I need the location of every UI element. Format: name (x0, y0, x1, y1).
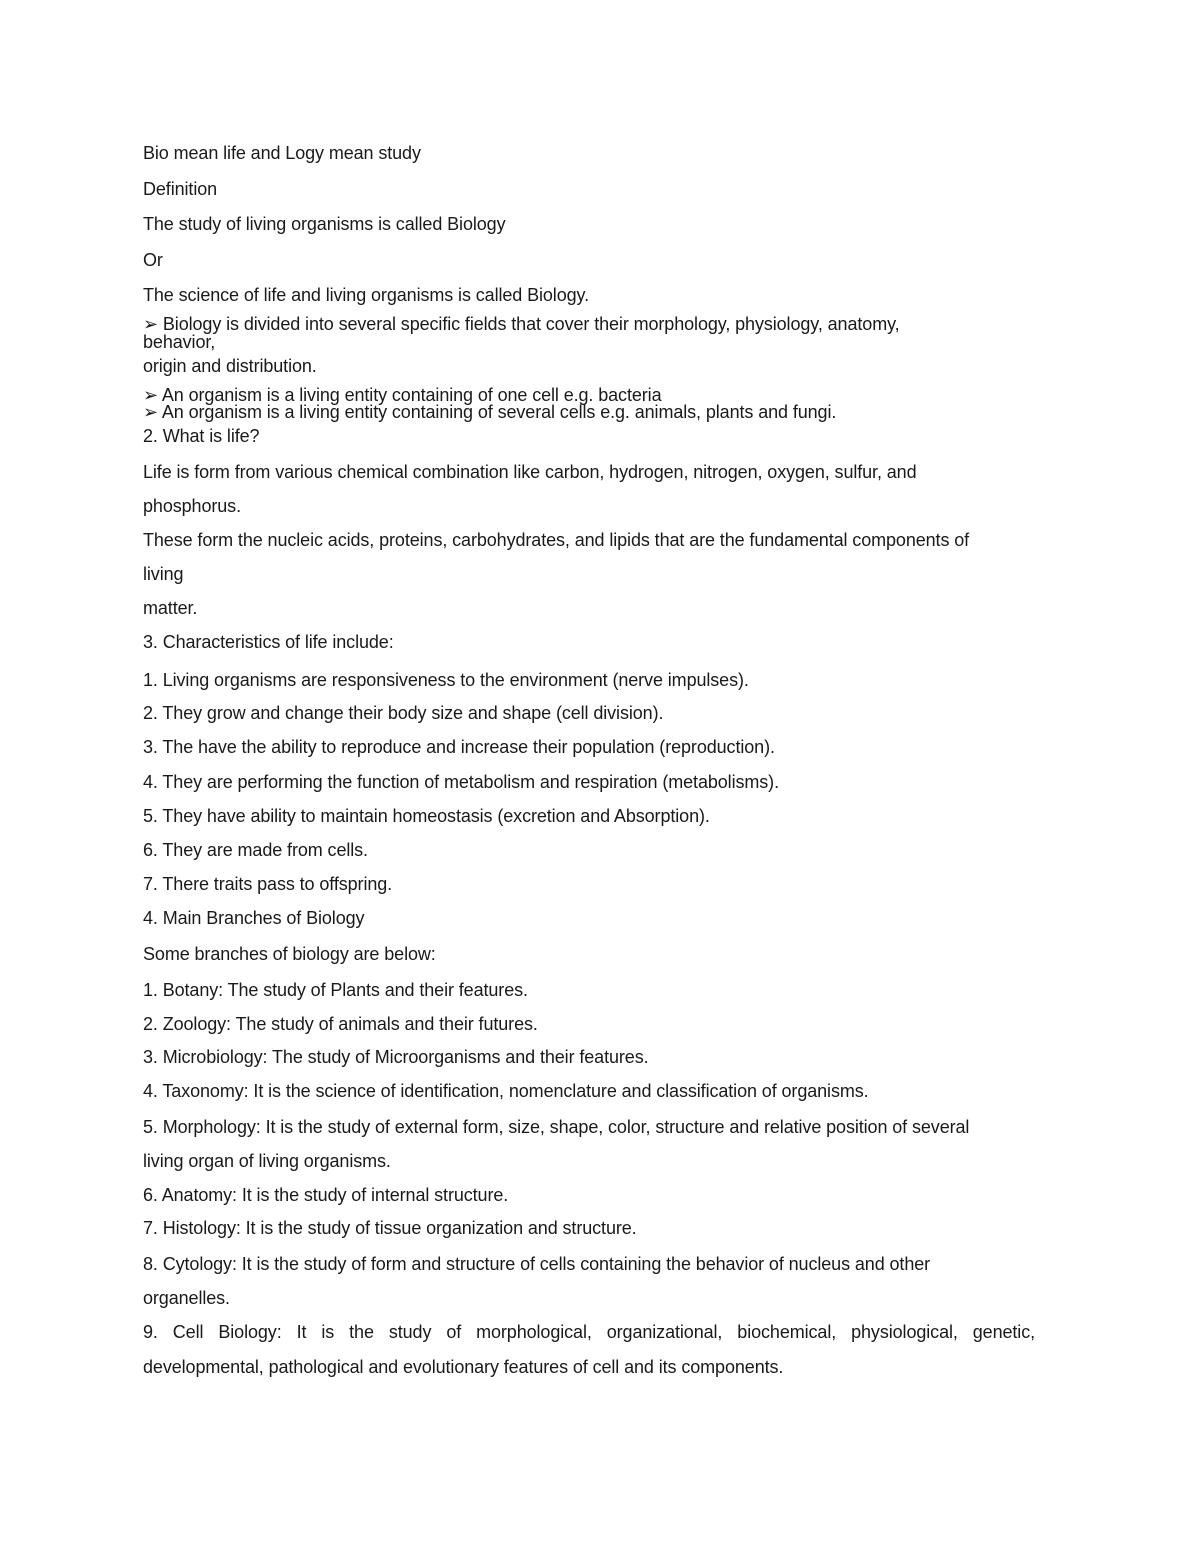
bullet-multicellular: ➢ An organism is a living entity containing of several cells e.g. animals, plants and fungi. (143, 402, 837, 422)
branch-item-cont: living organ of living organisms. (143, 1151, 391, 1171)
components-text-cont-2: matter. (143, 598, 198, 618)
branch-item-cont: developmental, pathological and evolutionary features of cell and its components. (143, 1357, 784, 1377)
characteristic-item: 7. There traits pass to offspring. (143, 874, 393, 894)
or-line: Or (143, 250, 163, 270)
life-text: Life is form from various chemical combination like carbon, hydrogen, nitrogen, oxygen, sulfur, and (143, 462, 917, 482)
characteristic-item: 2. They grow and change their body size and shape (cell division). (143, 703, 664, 723)
bullet-fields-cont-2: origin and distribution. (143, 356, 317, 376)
components-text: These form the nucleic acids, proteins, carbohydrates, and lipids that are the fundamental components of (143, 530, 970, 550)
components-text-cont: living (143, 564, 184, 584)
section-heading-characteristics: 3. Characteristics of life include: (143, 632, 394, 652)
branch-item: 1. Botany: The study of Plants and their features. (143, 980, 528, 1000)
section-heading-branches: 4. Main Branches of Biology (143, 908, 365, 928)
branch-item: 9. Cell Biology: It is the study of morphological, organizational, biochemical, physiological, genetic, (143, 1322, 1035, 1342)
branch-item: 7. Histology: It is the study of tissue organization and structure. (143, 1218, 637, 1238)
branch-item: 4. Taxonomy: It is the science of identification, nomenclature and classification of organisms. (143, 1081, 869, 1101)
branch-item: 6. Anatomy: It is the study of internal structure. (143, 1185, 509, 1205)
branches-intro: Some branches of biology are below: (143, 944, 436, 964)
bullet-fields-cont: behavior, (143, 332, 216, 352)
branch-item: 8. Cytology: It is the study of form and structure of cells containing the behavior of nucleus and other (143, 1254, 931, 1274)
definition-heading: Definition (143, 179, 218, 199)
branch-item: 3. Microbiology: The study of Microorganisms and their features. (143, 1047, 649, 1067)
characteristic-item: 4. They are performing the function of metabolism and respiration (metabolisms). (143, 772, 779, 792)
branch-item: 5. Morphology: It is the study of external form, size, shape, color, structure and relative position of several (143, 1117, 970, 1137)
characteristic-item: 3. The have the ability to reproduce and increase their population (reproduction). (143, 737, 775, 757)
life-text-cont: phosphorus. (143, 496, 241, 516)
branch-item: 2. Zoology: The study of animals and their futures. (143, 1014, 538, 1034)
characteristic-item: 6. They are made from cells. (143, 840, 368, 860)
section-heading-life: 2. What is life? (143, 426, 260, 446)
intro-line: Bio mean life and Logy mean study (143, 143, 421, 163)
bullet-fields: ➢ Biology is divided into several specific fields that cover their morphology, physiology, anatomy, (143, 314, 900, 334)
definition-alt-text: The science of life and living organisms is called Biology. (143, 285, 589, 305)
characteristic-item: 1. Living organisms are responsiveness to the environment (nerve impulses). (143, 670, 749, 690)
bullet-unicellular: ➢ An organism is a living entity containing of one cell e.g. bacteria (143, 385, 662, 405)
definition-text: The study of living organisms is called Biology (143, 214, 506, 234)
characteristic-item: 5. They have ability to maintain homeostasis (excretion and Absorption). (143, 806, 710, 826)
branch-item-cont: organelles. (143, 1288, 230, 1308)
